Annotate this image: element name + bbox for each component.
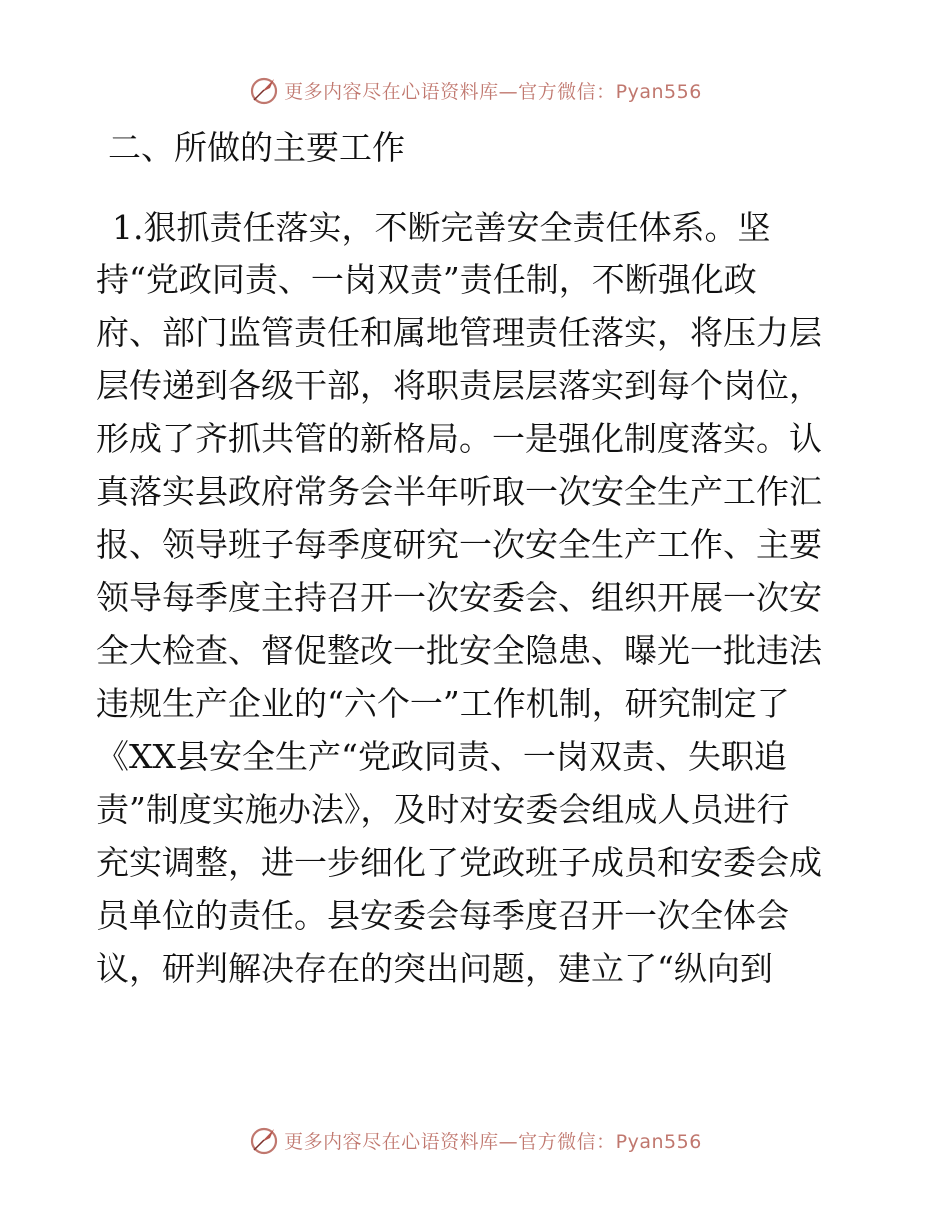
- watermark-text: 更多内容尽在心语资料库—官方微信：Pyan556: [284, 1130, 702, 1153]
- paragraph-line: 全大检查、督促整改一批安全隐患、曝光一批违法: [96, 631, 822, 670]
- feather-pen-logo-icon: [248, 1124, 280, 1156]
- paragraph-line: 真落实县政府常务会半年听取一次安全生产工作汇: [96, 472, 822, 511]
- paragraph-line: 报、领导班子每季度研究一次安全生产工作、主要: [96, 525, 822, 564]
- paragraph-line: 1.狠抓责任落实，不断完善安全责任体系。坚: [112, 208, 771, 247]
- paragraph-line: 责”制度实施办法》，及时对安委会组成人员进行: [96, 790, 790, 829]
- paragraph-line: 领导每季度主持召开一次安委会、组织开展一次安: [96, 578, 822, 617]
- paragraph-line: 形成了齐抓共管的新格局。一是强化制度落实。认: [96, 419, 822, 458]
- paragraph-line: 充实调整，进一步细化了党政班子成员和安委会成: [96, 843, 822, 882]
- paragraph-line: 持“党政同责、一岗双责”责任制，不断强化政: [96, 260, 757, 299]
- paragraph-line: 违规生产企业的“六个一”工作机制，研究制定了: [96, 684, 790, 723]
- header-watermark: [0, 70, 950, 110]
- paragraph-line: 议，研判解决存在的突出问题，建立了“纵向到: [96, 949, 773, 988]
- paragraph-line: 府、部门监管责任和属地管理责任落实，将压力层: [96, 313, 822, 352]
- paragraph-line: 《XX县安全生产“党政同责、一岗双责、失职追: [96, 737, 787, 776]
- section-heading: 二、所做的主要工作: [108, 128, 405, 167]
- feather-pen-logo-icon: [248, 74, 280, 106]
- footer-watermark: [0, 1120, 950, 1160]
- paragraph-line: 员单位的责任。县安委会每季度召开一次全体会: [96, 896, 789, 935]
- watermark-text: 更多内容尽在心语资料库—官方微信：Pyan556: [284, 80, 702, 103]
- paragraph-line: 层传递到各级干部，将职责层层落实到每个岗位，: [96, 366, 822, 405]
